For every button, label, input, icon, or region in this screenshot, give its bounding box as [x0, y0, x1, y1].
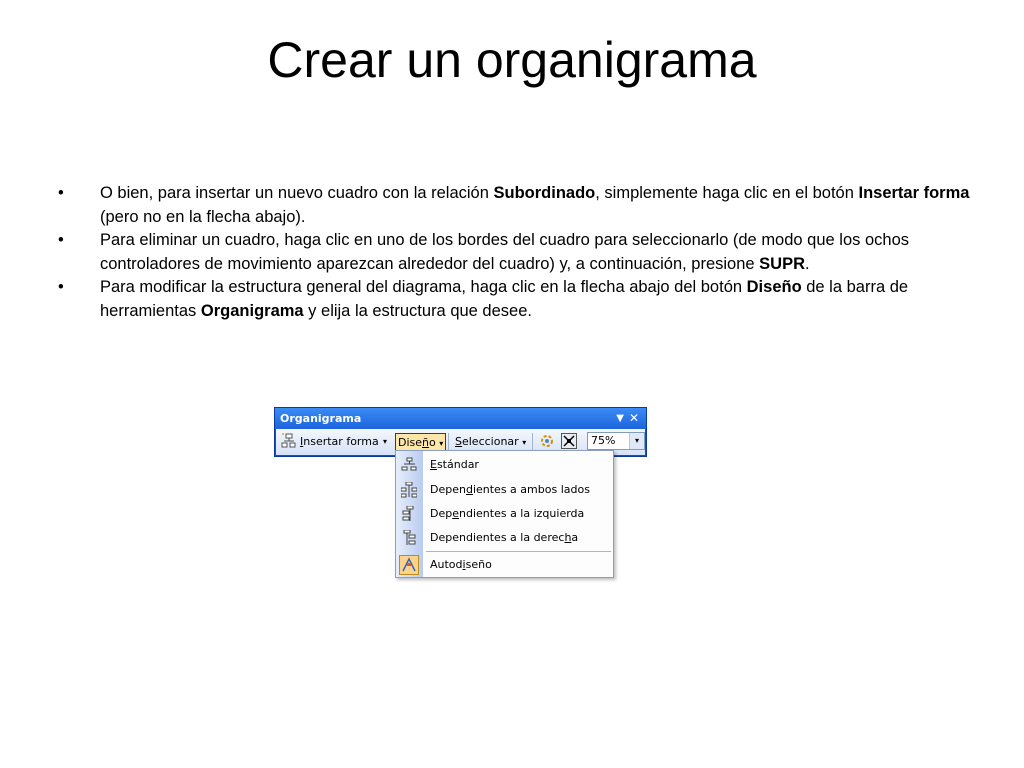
zoom-value: 75%	[591, 434, 616, 447]
bullet-text: (pero no en la flecha abajo).	[100, 207, 306, 226]
fit-text-icon[interactable]	[539, 433, 555, 449]
menu-item-right-hanging[interactable]: Dependientes a la derecha	[396, 526, 613, 550]
text-wrap-icon[interactable]	[561, 433, 577, 449]
toolbar-separator	[532, 433, 533, 451]
bullet-text: O bien, para insertar un nuevo cuadro con la relación	[100, 184, 494, 202]
bold-term: Diseño	[746, 278, 802, 296]
insert-shape-button[interactable]: Insertar forma	[300, 435, 379, 448]
menu-separator	[426, 551, 611, 552]
bold-term: Organigrama	[200, 301, 304, 320]
org-left-hanging-icon	[401, 506, 417, 522]
layout-button[interactable]: Diseño ▾	[395, 433, 446, 451]
select-button[interactable]: Seleccionar ▾	[455, 435, 527, 448]
bullet-dot: •	[58, 184, 64, 202]
bullet-dot: •	[58, 231, 64, 249]
bullet-text: .	[805, 254, 810, 273]
bullet-list	[58, 182, 978, 323]
chevron-down-icon[interactable]: ▾	[629, 433, 644, 449]
org-both-sides-icon	[401, 482, 417, 498]
toolbar-title: Organigrama	[280, 412, 362, 425]
org-right-hanging-icon	[401, 530, 417, 546]
toolbar-title-bar[interactable]	[275, 408, 646, 429]
bullet-text: , simplemente haga clic en el botón	[595, 184, 859, 202]
layout-menu	[395, 450, 614, 578]
bullet-text: Para eliminar un cuadro, haga clic en uno de los bordes del cuadro para seleccionarlo (de modo que los ochos controladores de movimiento aparezcan alrededor del cuadro) y, a continuación, presione	[100, 231, 909, 273]
bullet-text: y elija la estructura que desee.	[303, 301, 532, 320]
insert-shape-icon[interactable]	[281, 433, 297, 449]
bold-term: SUPR	[759, 254, 806, 273]
insert-shape-dropdown[interactable]: ▾	[383, 437, 388, 446]
bold-term: Subordinado	[493, 184, 596, 202]
bold-term: Insertar forma	[858, 184, 970, 202]
close-icon[interactable]: ✕	[628, 411, 639, 425]
bullet-item	[58, 229, 978, 276]
bullet-item	[58, 276, 978, 323]
menu-item-left-hanging[interactable]: Dependientes a la izquierda	[396, 502, 613, 526]
bullet-item	[58, 182, 978, 229]
zoom-select[interactable]	[587, 432, 645, 450]
bullet-dot: •	[58, 278, 64, 296]
org-standard-icon	[401, 457, 417, 473]
dropdown-triangle-icon[interactable]: ▼	[616, 413, 624, 424]
menu-item-standard[interactable]: Estándar	[396, 453, 613, 477]
toolbar-separator	[448, 433, 449, 451]
menu-item-both-sides[interactable]: Dependientes a ambos lados	[396, 478, 613, 502]
autoformat-icon	[399, 555, 419, 575]
slide-title: Crear un organigrama	[267, 32, 757, 88]
bullet-text: de la barra de herramientas	[100, 278, 909, 320]
menu-item-autoformat[interactable]: Autodiseño	[396, 553, 613, 577]
bullet-text: Para modificar la estructura general del diagrama, haga clic en la flecha abajo del botón	[100, 278, 747, 296]
